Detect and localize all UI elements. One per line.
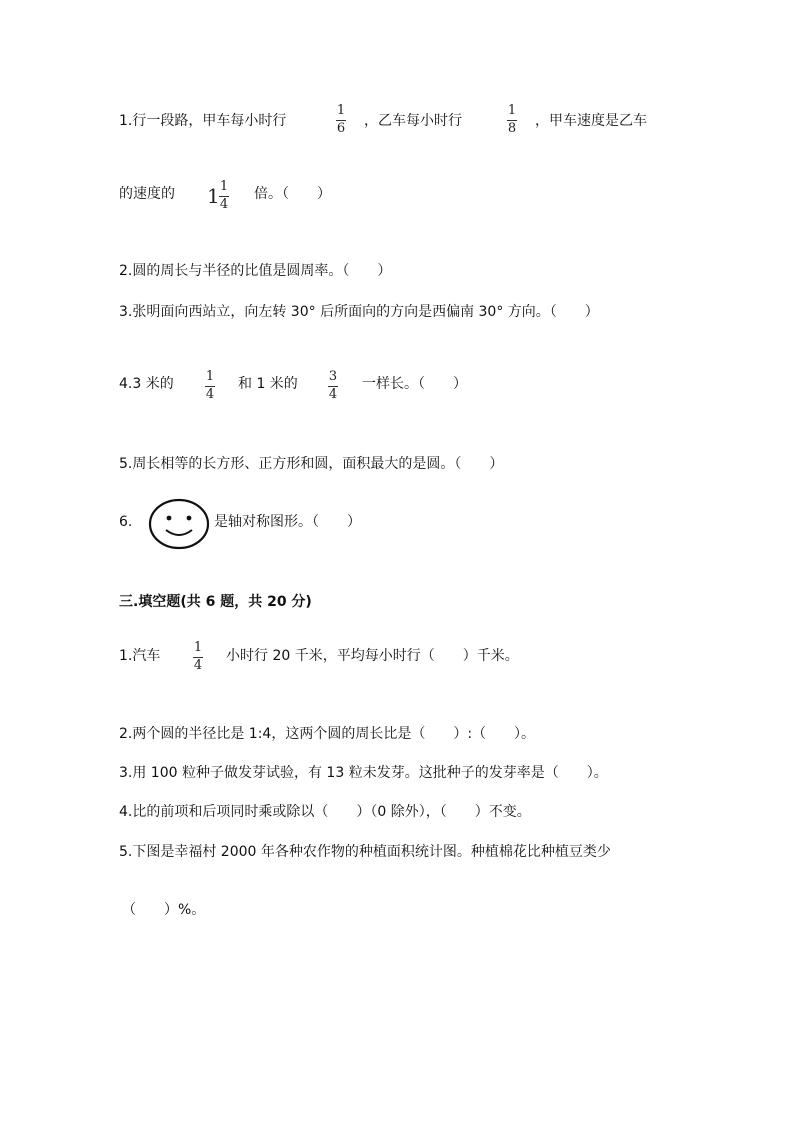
fill-q5-line1: 5.下图是幸福村 2000 年各种农作物的种植面积统计图。种植棉花比种植豆类少	[119, 844, 611, 860]
judge-q4-text-b: 和 1 米的	[238, 376, 298, 392]
judge-q1-text-b: ，乙车每小时行	[364, 113, 462, 129]
judge-q1-text-c: ，甲车速度是乙车	[535, 113, 647, 129]
fill-q3: 3.用 100 粒种子做发芽试验，有 13 粒未发芽。这批种子的发芽率是（ ）。	[119, 765, 608, 781]
fraction-three-quarters	[328, 370, 338, 402]
fraction-denominator: 4	[193, 658, 203, 673]
fraction-denominator: 6	[336, 121, 346, 136]
fraction-numerator: 1	[205, 369, 215, 384]
fraction-one-eighth	[507, 104, 517, 136]
fraction-denominator: 8	[507, 121, 517, 136]
mixed-number-fraction	[219, 180, 229, 212]
judge-q6-number: 6.	[119, 514, 133, 530]
fill-q2: 2.两个圆的半径比是 1:4，这两个圆的周长比是（ ）:（ ）。	[119, 726, 536, 742]
fraction-numerator: 3	[328, 369, 338, 384]
fraction-denominator: 4	[328, 387, 338, 402]
fill-q4: 4.比的前项和后项同时乘或除以（ ）（0 除外），（ ）不变。	[119, 804, 531, 820]
smiley-face-icon	[148, 498, 210, 550]
judge-q1-text-d: 的速度的	[119, 186, 175, 202]
fraction-one-sixth	[336, 104, 346, 136]
fill-q1-text-a: 1.汽车	[119, 648, 161, 664]
judge-q3: 3.张明面向西站立，向左转 30° 后所面向的方向是西偏南 30° 方向。（ ）	[119, 304, 599, 320]
fill-q5-line2: （ ）%。	[122, 902, 206, 918]
fraction-numerator: 1	[336, 103, 346, 118]
judge-q4-text-a: 4.3 米的	[119, 376, 174, 392]
fill-q1-text-b: 小时行 20 千米，平均每小时行（ ）千米。	[226, 648, 519, 664]
judge-q1-text-e: 倍。（ ）	[254, 186, 331, 202]
judge-q5: 5.周长相等的长方形、正方形和圆，面积最大的是圆。（ ）	[119, 456, 504, 472]
fraction-numerator: 1	[219, 179, 229, 194]
judge-q1-text-a: 1.行一段路，甲车每小时行	[119, 113, 287, 129]
fraction-denominator: 4	[219, 197, 229, 212]
fraction-denominator: 4	[205, 387, 215, 402]
judge-q6-text: 是轴对称图形。（ ）	[214, 514, 361, 530]
fraction-numerator: 1	[507, 103, 517, 118]
fraction-one-quarter	[193, 641, 203, 673]
fraction-numerator: 1	[193, 640, 203, 655]
mixed-number-whole: 1	[207, 184, 220, 208]
section-heading: 三.填空题(共 6 题，共 20 分)	[119, 594, 312, 610]
judge-q4-text-c: 一样长。（ ）	[362, 376, 467, 392]
judge-q2: 2.圆的周长与半径的比值是圆周率。（ ）	[119, 263, 392, 279]
fraction-one-quarter	[205, 370, 215, 402]
